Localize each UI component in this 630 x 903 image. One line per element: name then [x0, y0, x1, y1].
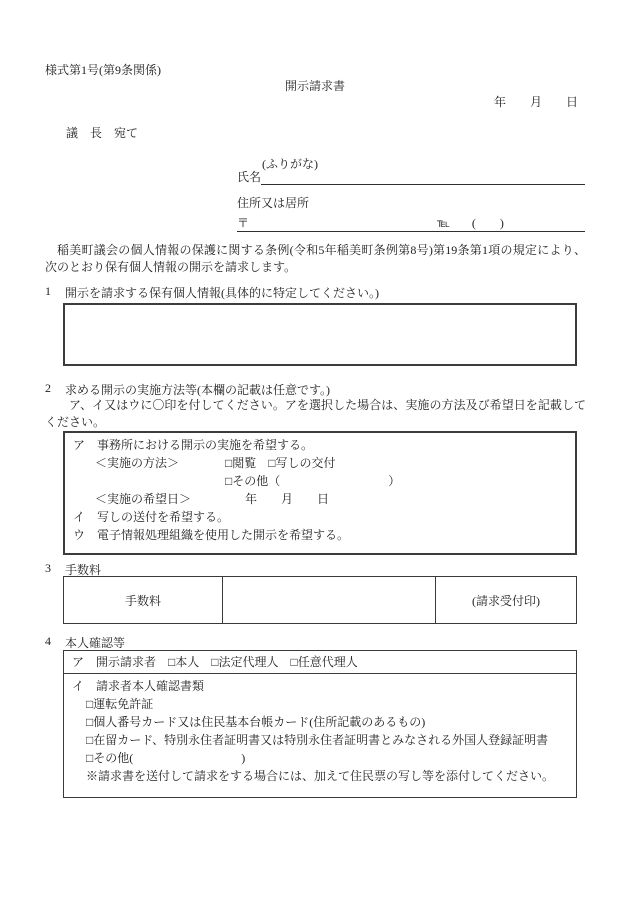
request-detail-box	[63, 303, 577, 366]
date-line: 年 月 日	[493, 95, 578, 109]
section2-number: 2	[45, 381, 51, 395]
fee-value-cell	[223, 577, 436, 623]
desired-date-value: 年 月 日	[245, 492, 330, 506]
section1-number: 1	[45, 284, 51, 298]
method-options: □閲覧 □写しの交付	[225, 456, 336, 470]
furigana-label: (ふりがな)	[262, 157, 318, 171]
document-item: □その他( )	[86, 751, 246, 765]
desired-date-row	[73, 490, 569, 508]
section3-number: 3	[45, 561, 51, 575]
address-label: 住所又は居所	[237, 196, 310, 210]
identity-verification-box	[63, 650, 577, 798]
page-title: 開示請求書	[284, 79, 345, 93]
documents-title: イ 請求者本人確認書類	[72, 679, 205, 693]
method-other: □その他（ ）	[225, 474, 401, 488]
option-i: イ 写しの送付を希望する。	[73, 510, 230, 524]
document-item: □運転免許証	[86, 697, 154, 711]
option-a: ア 事務所における開示の実施を希望する。	[73, 438, 314, 452]
fee-label-cell: 手数料	[64, 577, 223, 623]
document-item: □在留カード、特別永住者証明書又は特別永住者証明書とみなされる外国人登録証明書	[86, 733, 549, 747]
requester-type-row: ア 開示請求者 □本人 □法定代理人 □任意代理人	[64, 651, 576, 674]
name-label: 氏名	[237, 170, 262, 184]
section4-heading	[45, 634, 125, 651]
document-item: □個人番号カード又は住民基本台帳カード(住所記載のあるもの)	[86, 715, 426, 729]
section1-heading	[45, 284, 379, 301]
section3-title: 手数料	[65, 563, 102, 577]
form-number: 様式第1号(第9条関係)	[45, 63, 161, 77]
tel-label: ℡	[437, 216, 450, 230]
name-row	[237, 167, 585, 185]
preamble-text: 稲美町議会の個人情報の保護に関する条例(令和5年稲美町条例第8号)第19条第1項の規定により、次のとおり保有個人情報の開示を請求します。	[45, 243, 586, 274]
desired-date-label: ＜実施の希望日＞	[95, 492, 192, 506]
section2-title: 求める開示の実施方法等(本欄の記載は任意です。)	[65, 383, 331, 397]
fee-table	[63, 576, 577, 624]
section2-heading	[45, 381, 330, 398]
tel-value: ( )	[471, 216, 504, 230]
postal-tel-row	[237, 213, 585, 232]
postal-mark-icon: 〒	[237, 216, 250, 230]
section1-title: 開示を請求する保有個人情報(具体的に特定してください。)	[65, 286, 379, 300]
method-label: ＜実施の方法＞	[95, 456, 180, 470]
section4-number: 4	[45, 634, 51, 648]
option-u: ウ 電子情報処理組織を使用した開示を希望する。	[73, 528, 350, 542]
section2-options-box	[63, 431, 577, 555]
receipt-stamp-cell: (請求受付印)	[472, 593, 540, 608]
section2-instruction: ア、イ又はウに〇印を付してください。アを選択した場合は、実施の方法及び希望日を記載してください。	[45, 398, 586, 429]
section4-title: 本人確認等	[65, 636, 126, 650]
identity-documents-section	[64, 674, 576, 797]
addressee-line: 議 長 宛て	[66, 126, 139, 140]
mail-note: ※請求書を送付して請求をする場合には、加えて住民票の写し等を添付してください。	[86, 769, 555, 783]
name-underline	[261, 184, 585, 185]
method-row	[73, 454, 569, 472]
